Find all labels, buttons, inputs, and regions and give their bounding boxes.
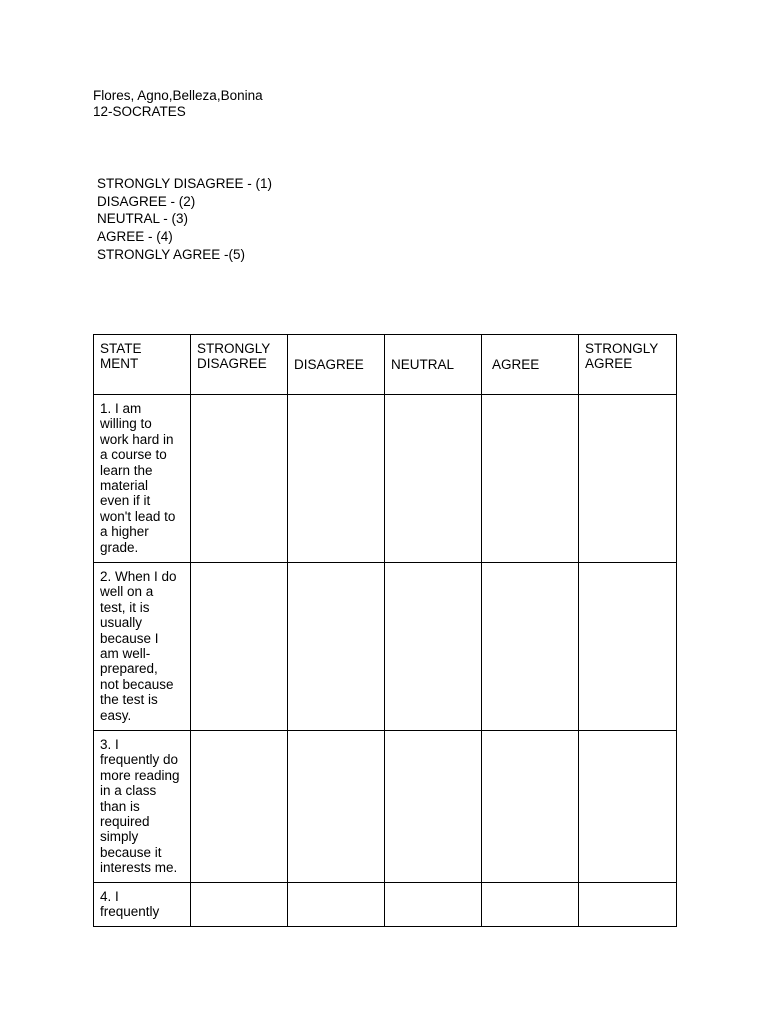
rating-cell-neutral[interactable] <box>385 563 482 731</box>
statement-cell: 3. I frequently do more reading in a class than is required simply because it interests me. <box>94 731 191 883</box>
rating-cell-neutral[interactable] <box>385 395 482 563</box>
scale-item: AGREE - (4) <box>97 229 173 245</box>
rating-scale-legend <box>97 175 272 264</box>
table-row <box>94 731 677 883</box>
header-agree: AGREE <box>482 335 579 395</box>
rating-cell-strongly-agree[interactable] <box>579 731 677 883</box>
rating-cell-agree[interactable] <box>482 563 579 731</box>
rating-cell-strongly-agree[interactable] <box>579 395 677 563</box>
rating-cell-neutral[interactable] <box>385 883 482 927</box>
rating-cell-disagree[interactable] <box>288 731 385 883</box>
scale-item: DISAGREE - (2) <box>97 193 196 209</box>
rating-cell-disagree[interactable] <box>288 883 385 927</box>
rating-cell-strongly-disagree[interactable] <box>191 731 288 883</box>
header-neutral: NEUTRAL <box>385 335 482 395</box>
header-strongly-disagree: STRONGLY DISAGREE <box>191 335 288 395</box>
rating-cell-agree[interactable] <box>482 731 579 883</box>
statement-cell: 2. When I do well on a test, it is usually because I am well- prepared, not because the test is easy. <box>94 563 191 731</box>
rating-cell-strongly-disagree[interactable] <box>191 563 288 731</box>
rating-cell-strongly-disagree[interactable] <box>191 883 288 927</box>
header-strongly-agree: STRONGLY AGREE <box>579 335 677 395</box>
scale-item: NEUTRAL - (3) <box>97 211 189 227</box>
rating-cell-strongly-agree[interactable] <box>579 563 677 731</box>
survey-table <box>93 334 677 927</box>
rating-cell-strongly-agree[interactable] <box>579 883 677 927</box>
rating-cell-agree[interactable] <box>482 883 579 927</box>
rating-cell-agree[interactable] <box>482 395 579 563</box>
scale-item: STRONGLY DISAGREE - (1) <box>97 176 273 191</box>
statement-cell: 4. I frequently <box>94 883 191 927</box>
table-row <box>94 395 677 563</box>
rating-cell-neutral[interactable] <box>385 731 482 883</box>
section-name: 12-SOCRATES <box>93 104 186 119</box>
rating-cell-strongly-disagree[interactable] <box>191 395 288 563</box>
group-names: Flores, Agno,Belleza,Bonina <box>93 88 263 103</box>
statement-cell: 1. I am willing to work hard in a course to learn the material even if it won't lead to a higher grade. <box>94 395 191 563</box>
table-row <box>94 563 677 731</box>
header-statement: STATE MENT <box>94 335 191 395</box>
table-row <box>94 883 677 927</box>
header-disagree: DISAGREE <box>288 335 385 395</box>
table-header-row <box>94 335 677 395</box>
document-header <box>93 88 263 120</box>
rating-cell-disagree[interactable] <box>288 395 385 563</box>
scale-item: STRONGLY AGREE -(5) <box>97 246 246 262</box>
rating-cell-disagree[interactable] <box>288 563 385 731</box>
